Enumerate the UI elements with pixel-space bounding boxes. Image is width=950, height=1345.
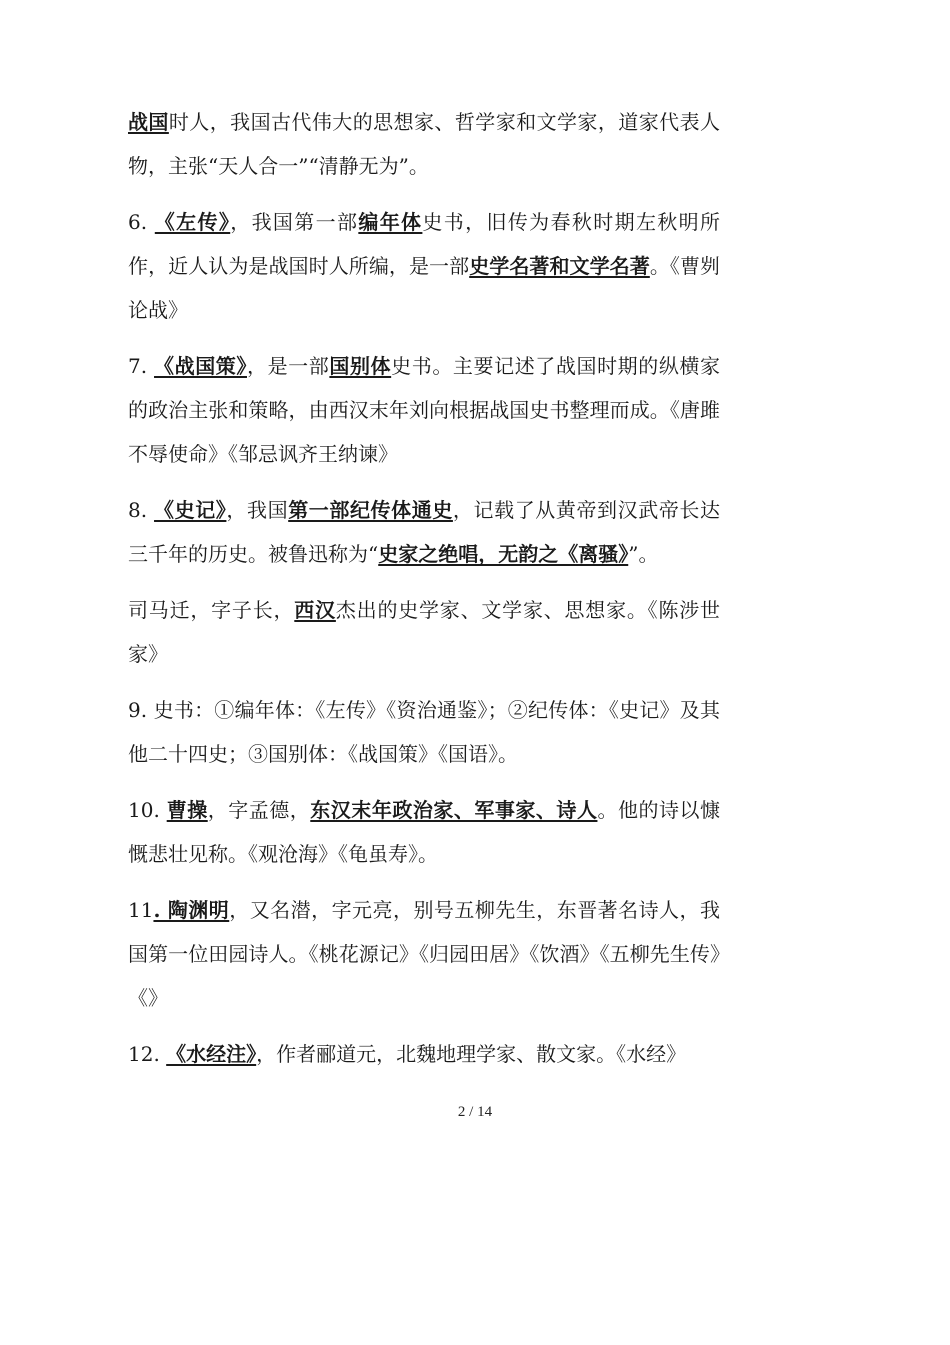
keyword-text: 史学名著和文学名著 — [469, 254, 650, 278]
body-text: 杰出的史学家、文学家、思想家。《陈涉世家》 — [128, 598, 721, 666]
body-text: 12. — [128, 1042, 167, 1066]
body-text: 8. — [128, 498, 155, 522]
body-text: ，又名潜，字元亮，别号五柳先生，东晋著名诗人，我国第一位田园诗人。《桃花源记》《归园田居》《饮酒》《五柳先生传》《》 — [128, 898, 720, 1010]
body-text: 7. — [128, 354, 155, 378]
body-text: ，我国第一部 — [230, 210, 359, 234]
keyword-text: 战国 — [128, 110, 169, 134]
body-text: 史书。主要记述了战国时期的纵横家的政治主张和策略，由西汉末年刘向根据战国史书整理而成。《唐雎不辱使命》《邹忌讽齐王纳谏》 — [128, 354, 721, 466]
body-text: 9. 史书：①编年体：《左传》《资治通鉴》；②纪传体：《史记》及其他二十四史；③国别体：《战国策》《国语》。 — [128, 698, 720, 766]
body-text: 6. — [128, 210, 155, 234]
keyword-text: 西汉 — [294, 598, 336, 622]
keyword-text: . 陶渊明 — [153, 898, 230, 922]
page-number: 2 / 14 — [457, 1104, 493, 1120]
body-text: 。《曹刿论战》 — [128, 254, 721, 322]
paragraph-p-11 — [128, 888, 720, 1020]
body-text: ，我国 — [226, 498, 289, 522]
keyword-text: 《左传》 — [154, 210, 231, 234]
keyword-text: 史家之绝唱，无韵之《离骚》 — [378, 542, 629, 566]
body-text: 史书，旧传为春秋时期左秋明所作，近人认为是战国时人所编，是一部 — [128, 210, 721, 278]
body-text: ，是一部 — [247, 354, 330, 378]
paragraph-p-simaqian — [128, 588, 720, 676]
body-text: 时人，我国古代伟大的思想家、哲学家和文学家，道家代表人物，主张“天人合一”“清静无为”。 — [128, 110, 721, 178]
keyword-text: 曹操 — [166, 798, 208, 822]
keyword-text: 编年体 — [358, 210, 423, 234]
paragraph-p-10 — [128, 788, 720, 876]
body-text: 10. — [128, 798, 167, 822]
paragraph-p-9 — [128, 688, 720, 776]
keyword-text: 第一部纪传体通史 — [288, 498, 453, 522]
document-body — [128, 100, 720, 1088]
body-text: ，字孟德， — [207, 798, 311, 822]
body-text: ”。 — [628, 542, 659, 566]
body-text: ，作者郦道元，北魏地理学家、散文家。《水经》 — [256, 1042, 687, 1066]
keyword-text: 东汉末年政治家、军事家、诗人 — [310, 798, 598, 822]
keyword-text: 国别体 — [329, 354, 392, 378]
keyword-text: 《水经注》 — [166, 1042, 257, 1066]
paragraph-p-6 — [128, 200, 720, 332]
body-text: ，记载了从黄帝到汉武帝长达三千年的历史。被鲁迅称为“ — [128, 498, 721, 566]
paragraph-p-12 — [128, 1032, 720, 1076]
body-text: 司马迁，字子长， — [128, 598, 295, 622]
body-text: 。他的诗以慷慨悲壮见称。《观沧海》《龟虽寿》。 — [128, 798, 721, 866]
paragraph-p-8 — [128, 488, 720, 576]
keyword-text: 《史记》 — [154, 498, 227, 522]
body-text: 11 — [128, 898, 154, 922]
paragraph-p-zhuangzi — [128, 100, 720, 188]
paragraph-p-7 — [128, 344, 720, 476]
keyword-text: 《战国策》 — [154, 354, 247, 378]
